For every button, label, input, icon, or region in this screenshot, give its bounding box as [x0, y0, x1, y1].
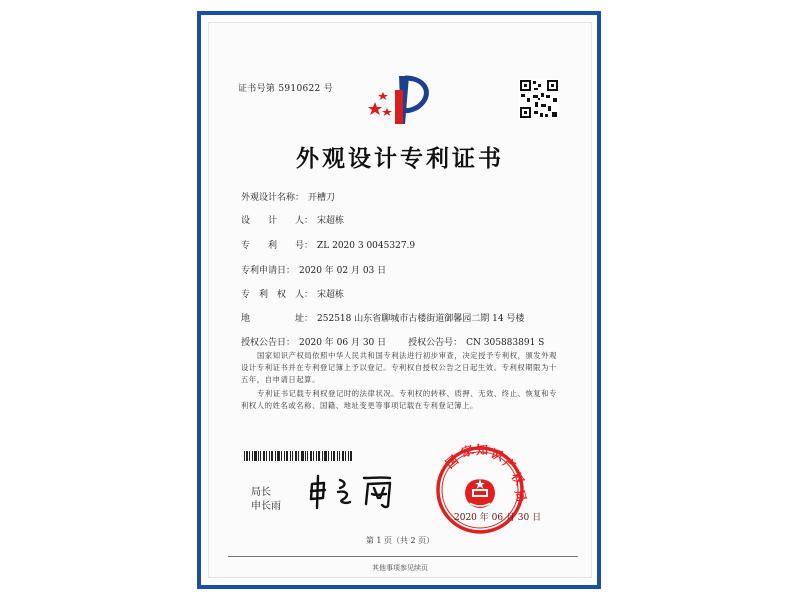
field-designer [241, 213, 344, 226]
field-address [241, 311, 524, 324]
field-value: 252518 山东省聊城市古楼街道御馨园二期 14 号楼 [317, 314, 525, 324]
field-label: 专利申请日： [241, 266, 296, 276]
certificate-paragraph-1: 国家知识产权局依照中华人民共和国专利法进行初步审查，决定授予专利权，颁发外观设计专利证书并在专利登记簿上予以登记。专利权自授权公告之日起生效。专利权期限为十五年，自申请日起算。 [241, 351, 558, 384]
field-value: 开槽刀 [308, 193, 336, 203]
seal-char: 局 [512, 488, 529, 504]
field-label: 授权公告号： [408, 338, 463, 348]
field-value: 宋超栋 [317, 290, 345, 300]
seal-char: 国 [442, 452, 462, 472]
seal-char: 家 [459, 443, 476, 460]
director-title: 局长 [251, 487, 271, 498]
director-name: 申长雨 [251, 501, 281, 512]
handwritten-signature-icon [306, 474, 406, 510]
footer-note: 其他事项参见续页 [372, 564, 428, 572]
seal-date: 2020 年 06 月 30 日 [454, 513, 542, 523]
field-patentee [241, 287, 344, 300]
field-label: 地 址： [241, 314, 314, 324]
certificate-title: 外观设计专利证书 [296, 145, 504, 172]
field-patent-number [241, 238, 415, 251]
seal-char: 知 [476, 443, 489, 457]
field-application-date [241, 263, 386, 276]
certificate-number: 证书号第 5910622 号 [238, 84, 334, 94]
field-design-name [241, 190, 335, 203]
field-label: 设 计 人： [241, 216, 314, 226]
field-label: 专 利 号： [241, 241, 314, 251]
page-number: 第 1 页（共 2 页） [365, 536, 435, 545]
field-value: 2020 年 02 月 03 日 [299, 266, 387, 276]
barcode-icon [244, 451, 352, 461]
field-label: 专 利 权 人： [241, 290, 314, 300]
seal-char: 产 [500, 455, 519, 474]
field-label: 外观设计名称： [241, 193, 305, 203]
field-label: 授权公告日： [241, 338, 296, 348]
patent-office-logo-icon [365, 72, 437, 128]
seal-char: 权 [508, 469, 527, 488]
field-grant-date [241, 335, 544, 348]
seal-char: 识 [489, 446, 505, 464]
field-value: 宋超栋 [317, 216, 345, 226]
field-value: CN 305883891 S [466, 338, 545, 348]
qr-code-icon [519, 79, 559, 119]
footer-divider [228, 556, 578, 557]
field-value: 2020 年 06 月 30 日 [299, 338, 387, 348]
field-value: ZL 2020 3 0045327.9 [317, 241, 416, 251]
certificate-paragraph-2: 专利证书记载专利权登记时的法律状况。专利权的转移、质押、无效、终止、恢复和专利权人的姓名或名称、国籍、地址变更等事项记载在专利登记簿上。 [241, 389, 558, 410]
